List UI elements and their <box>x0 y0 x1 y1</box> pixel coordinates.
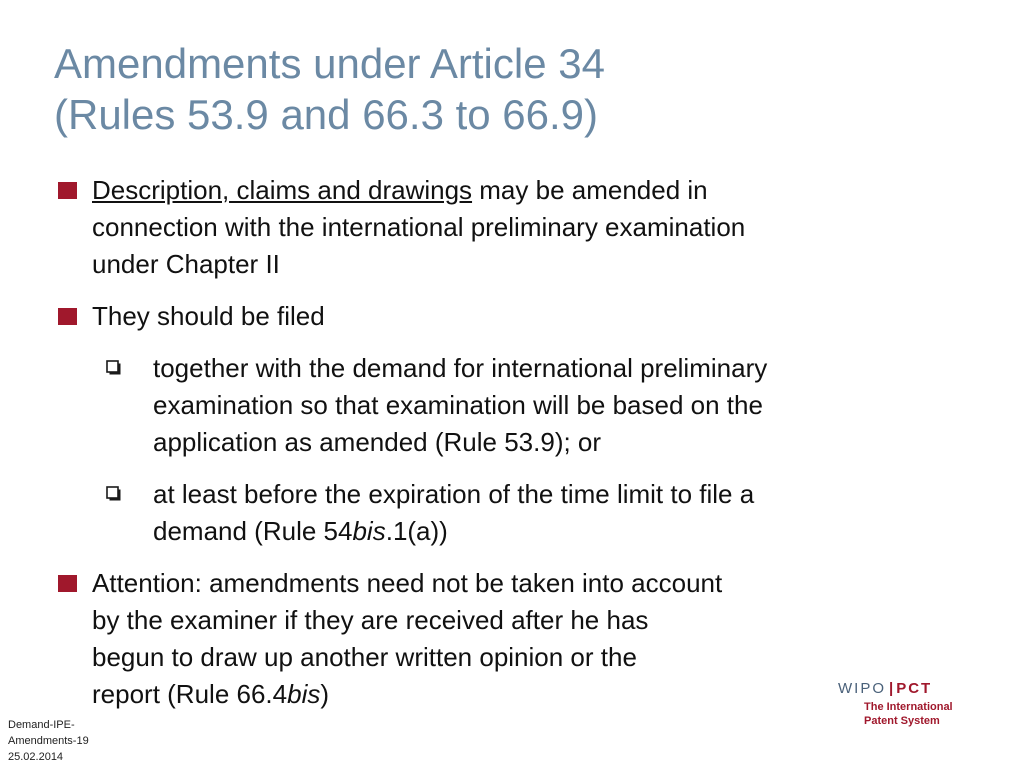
subbullet-before-time-limit <box>58 476 958 550</box>
subbullet-2-line-2-italic: bis <box>352 516 386 546</box>
title-line-2: (Rules 53.9 and 66.3 to 66.9) <box>54 91 599 138</box>
logo-wipo: WIPO <box>838 680 886 697</box>
subbullet-2-line-1: at least before the expiration of the time limit to file a <box>153 479 755 509</box>
logo-tagline <box>864 700 978 728</box>
logo-pct: PCT <box>896 680 933 697</box>
square-bullet-icon <box>58 308 77 325</box>
bullet-1-line-1 <box>92 172 958 209</box>
bullet-2-text: They should be filed <box>92 301 325 331</box>
subbullet-with-demand <box>58 350 958 461</box>
bullet-1-line-1-rest: may be amended in <box>472 175 708 205</box>
subbullet-2-line-2-a: demand (Rule 54 <box>153 516 353 546</box>
slide-footer-id <box>8 717 89 765</box>
slide-title <box>54 38 605 140</box>
bullet-1-line-3: under Chapter II <box>92 249 280 279</box>
square-bullet-icon <box>58 182 77 199</box>
bullet-3-line-4 <box>92 676 958 713</box>
subbullet-1-line-2: examination so that examination will be based on the <box>153 390 763 420</box>
logo-separator: | <box>889 680 894 697</box>
bullet-3-line-2: by the examiner if they are received after he has <box>92 605 649 635</box>
bullet-3-line-1: Attention: amendments need not be taken into account <box>92 568 723 598</box>
subbullet-1-line-3: application as amended (Rule 53.9); or <box>153 427 602 457</box>
logo-tagline-line-1: The International <box>864 701 953 713</box>
bullet-filing <box>58 298 958 335</box>
underlined-phrase: Description, claims and drawings <box>92 175 473 205</box>
footer-date: 25.02.2014 <box>8 751 64 763</box>
title-line-1: Amendments under Article 34 <box>54 40 605 87</box>
bullet-attention <box>58 565 958 713</box>
checkbox-bullet-icon <box>106 486 122 502</box>
footer-line-2: Amendments-19 <box>8 735 89 747</box>
bullet-1-line-2: connection with the international preliminary examination <box>92 212 746 242</box>
subbullet-1-line-1: together with the demand for international preliminary <box>153 353 768 383</box>
bullet-3-line-4-italic: bis <box>287 679 321 709</box>
footer-line-1: Demand-IPE- <box>8 719 75 731</box>
bullet-3-line-4-c: ) <box>320 679 330 709</box>
subbullet-2-line-2 <box>153 513 958 550</box>
bullet-3-line-4-a: report (Rule 66.4 <box>92 679 288 709</box>
subbullet-2-line-2-c: .1(a)) <box>385 516 448 546</box>
wipo-pct-logo <box>838 680 978 728</box>
logo-tagline-line-2: Patent System <box>864 715 940 727</box>
slide-body <box>58 172 958 713</box>
bullet-amendable-documents <box>58 172 958 283</box>
checkbox-bullet-icon <box>106 360 122 376</box>
square-bullet-icon <box>58 575 77 592</box>
bullet-3-line-3: begun to draw up another written opinion or the <box>92 642 637 672</box>
logo-wordmark <box>838 680 978 697</box>
